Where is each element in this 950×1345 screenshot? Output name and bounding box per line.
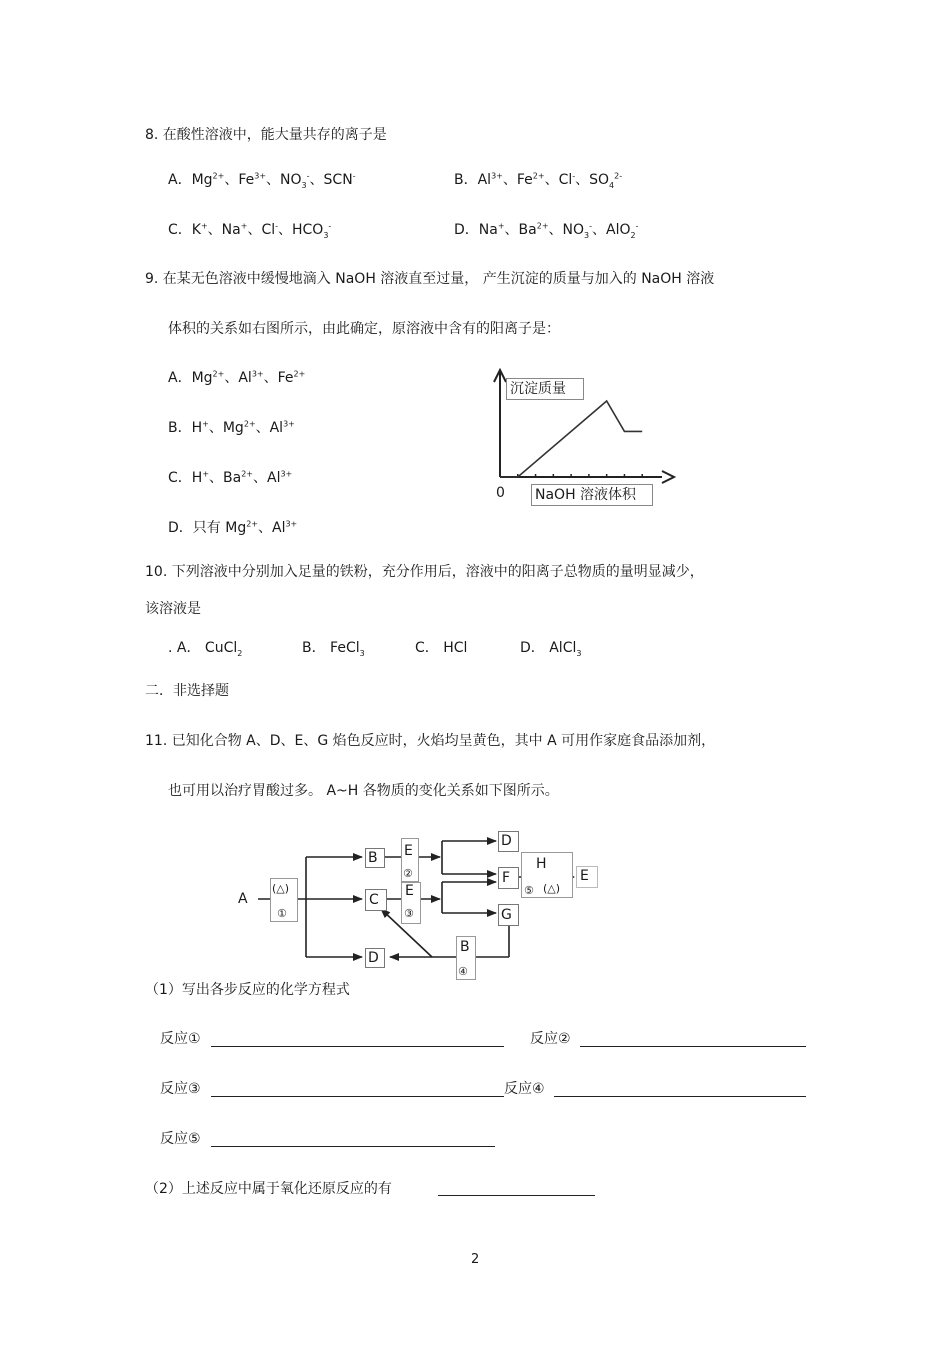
q10-stem-line1: 10. 下列溶液中分别加入足量的铁粉，充分作用后，溶液中的阳离子总物质的量明显减少， — [145, 564, 704, 580]
q10-stem-line2: 该溶液是 — [145, 601, 201, 617]
reaction-1-label: 反应① — [160, 1031, 201, 1047]
ion: $Al^{3+}$ — [238, 369, 264, 386]
reaction-2-blank[interactable] — [580, 1046, 806, 1047]
ion: $Fe^{2+}$ — [277, 369, 306, 386]
option-label: D．只有 — [168, 520, 226, 536]
q10-option-0: . A． CuCl$_2$ — [168, 640, 243, 658]
q8-option-c: C．K+、Na+、Cl-、$HCO_3^-$ — [168, 221, 332, 240]
ion: $NO_3^-$ — [280, 171, 310, 190]
node-d-top: D — [501, 833, 512, 849]
r2-reagent: E — [404, 843, 413, 859]
r5-number: ⑤ — [524, 884, 534, 897]
ion: $Ba^{2+}$ — [223, 469, 253, 486]
ion: $Mg^{2+}$ — [191, 171, 225, 188]
ion: H+ — [191, 419, 209, 436]
r5-heat: (△) — [543, 882, 561, 895]
r5-reagent: H — [536, 856, 547, 872]
reaction-5-label: 反应⑤ — [160, 1131, 201, 1147]
node-d-bottom: D — [368, 950, 379, 966]
reaction-5-blank[interactable] — [211, 1146, 495, 1147]
q9-stem-line2: 体积的关系如右图所示，由此确定，原溶液中含有的阳离子是： — [168, 321, 560, 337]
q8-option-d: D．Na+、$Ba^{2+}$、$NO_3^-$、AlO$_2$- — [454, 221, 639, 240]
reaction-1-blank[interactable] — [211, 1046, 504, 1047]
ion: $SO_4^{2-}$ — [589, 171, 623, 190]
r4-number: ④ — [458, 965, 468, 978]
q9-option-a: A．$Mg^{2+}$、$Al^{3+}$、$Fe^{2+}$ — [168, 369, 306, 386]
redox-answer-blank[interactable] — [438, 1195, 595, 1196]
graph-ylabel: 沉淀质量 — [510, 381, 566, 397]
ion: AlO$_2$- — [606, 221, 639, 240]
node-b: B — [368, 850, 378, 866]
q9-stem-line1: 9. 在某无色溶液中缓慢地滴入 NaOH 溶液直至过量， 产生沉淀的质量与加入的 NaOH 溶液 — [145, 271, 715, 287]
r1-heat: (△) — [272, 882, 290, 895]
ion: $Al^{3+}$ — [267, 469, 293, 486]
option-label: B． — [454, 172, 478, 188]
q9-option-d: D．只有 $Mg^{2+}$、$Al^{3+}$ — [168, 519, 298, 536]
ion: $Fe^{3+}$ — [238, 171, 267, 188]
r4-reagent: B — [460, 939, 470, 955]
node-f: F — [502, 870, 511, 886]
ion: $HCO_3^-$ — [292, 221, 332, 240]
q11-part1: （1）写出各步反应的化学方程式 — [145, 982, 350, 998]
ion: Cl- — [558, 171, 576, 188]
reaction-4-blank[interactable] — [554, 1096, 806, 1097]
ion: $Fe^{2+}$ — [516, 171, 545, 188]
section-2-heading: 二．非选择题 — [145, 683, 229, 699]
ion: Na+ — [221, 221, 248, 238]
option-label: C． — [168, 222, 192, 238]
r2-number: ② — [403, 867, 413, 880]
ion: Na+ — [478, 221, 505, 238]
ion: H+ — [191, 469, 210, 486]
reaction-4-label: 反应④ — [504, 1081, 545, 1097]
node-c: C — [369, 892, 379, 908]
q11-stem-line2: 也可用以治疗胃酸过多。 A~H 各物质的变化关系如下图所示。 — [168, 783, 559, 799]
node-a: A — [238, 891, 248, 907]
reaction-2-label: 反应② — [530, 1031, 571, 1047]
graph-origin: 0 — [496, 485, 505, 501]
ion: K+ — [191, 221, 208, 238]
q8-option-b: B．$Al^{3+}$、$Fe^{2+}$、Cl-、$SO_4^{2-}$ — [454, 171, 623, 190]
reaction-3-blank[interactable] — [211, 1096, 504, 1097]
q8-stem: 8. 在酸性溶液中，能大量共存的离子是 — [145, 127, 387, 143]
node-g: G — [501, 907, 512, 923]
graph-xlabel: NaOH 溶液体积 — [535, 487, 637, 503]
ion: SCN- — [323, 171, 356, 188]
q9-option-c: C．H+、$Ba^{2+}$、$Al^{3+}$ — [168, 469, 293, 486]
option-label: C． — [168, 470, 192, 486]
q11-stem-line1: 11. 已知化合物 A、D、E、G 焰色反应时，火焰均呈黄色，其中 A 可用作家庭食品添加剂， — [145, 733, 716, 749]
q9-option-b: B．H+、$Mg^{2+}$、$Al^{3+}$ — [168, 419, 295, 436]
q10-option-1: B． FeCl$_3$ — [302, 640, 365, 658]
option-label: A． — [168, 370, 192, 386]
page-number: 2 — [471, 1252, 480, 1267]
option-label: D． — [454, 222, 479, 238]
node-e: E — [580, 868, 589, 884]
reaction-3-label: 反应③ — [160, 1081, 201, 1097]
ion: $Al^{3+}$ — [269, 419, 295, 436]
ion: $Mg^{2+}$ — [225, 519, 258, 536]
q11-part2: （2）上述反应中属于氧化还原反应的有 — [145, 1181, 392, 1197]
q8-option-a: A．$Mg^{2+}$、$Fe^{3+}$、$NO_3^-$、SCN- — [168, 171, 356, 190]
r3-number: ③ — [404, 907, 414, 920]
option-label: B． — [168, 420, 192, 436]
q10-option-2: C． HCl — [415, 640, 468, 656]
q10-option-3: D． AlCl$_3$ — [520, 640, 582, 658]
r1-number: ① — [277, 907, 287, 920]
option-label: A． — [168, 172, 192, 188]
r3-reagent: E — [405, 883, 414, 899]
ion: Cl- — [261, 221, 278, 238]
ion: $Mg^{2+}$ — [222, 419, 256, 436]
ion: $Al^{3+}$ — [477, 171, 503, 188]
ion: $Ba^{2+}$ — [518, 221, 549, 238]
ion: $Mg^{2+}$ — [191, 369, 225, 386]
ion: $NO_3^-$ — [562, 221, 593, 240]
ion: $Al^{3+}$ — [272, 519, 298, 536]
